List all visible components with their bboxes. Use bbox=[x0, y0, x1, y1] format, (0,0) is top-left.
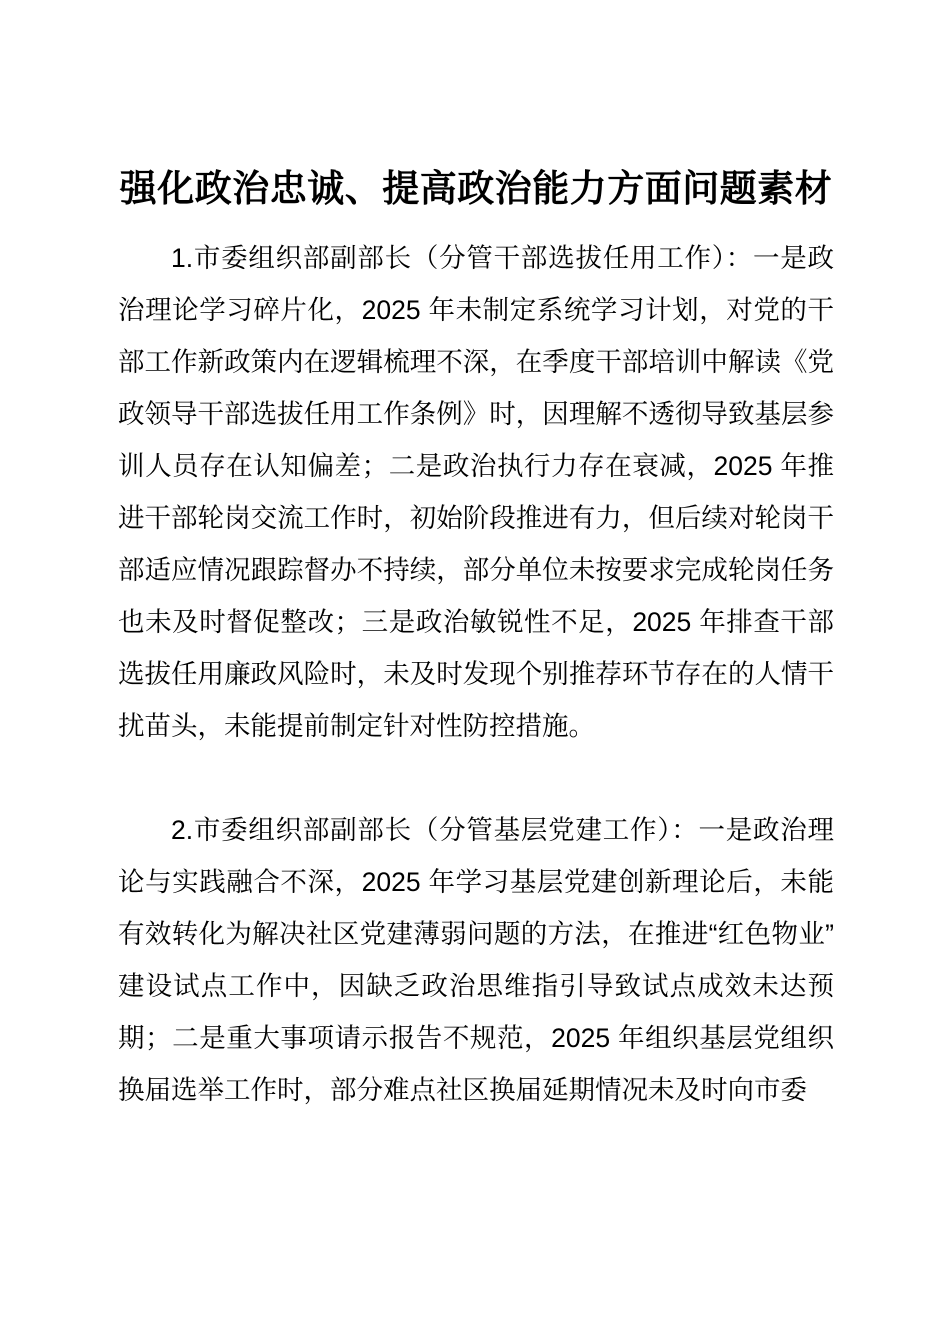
page-title-line-2: 素材 bbox=[757, 168, 833, 209]
page-title bbox=[118, 160, 834, 218]
paragraph-2: 2.市委组织部副部长（分管基层党建工作）：一是政治理论与实践融合不深，2025 年学习基层党建创新理论后，未能有效转化为解决社区党建薄弱问题的方法，在推进“红色物业”建设试点工作中，因缺乏政治思维指引导致试点成效未达预期；二是重大事项请示报告不规范，2025 年组织基层党组织换届选举工作时，部分难点社区换届延期情况未及时向市委 bbox=[118, 815, 834, 1105]
document-body bbox=[118, 160, 834, 1116]
page-title-line-1: 强化政治忠诚、提高政治能力方面问题 bbox=[119, 168, 758, 209]
paragraph-1: 1.市委组织部副部长（分管干部选拔任用工作）：一是政治理论学习碎片化，2025 年未制定系统学习计划，对党的干部工作新政策内在逻辑梳理不深，在季度干部培训中解读《党政领导干部选拔任用工作条例》时，因理解不透彻导致基层参训人员存在认知偏差；二是政治执行力存在衰减，2025 年推进干部轮岗交流工作时，初始阶段推进有力，但后续对轮岗干部适应情况跟踪督办不持续，部分单位未按要求完成轮岗任务也未及时督促整改；三是政治敏锐性不足，2025 年排查干部选拔任用廉政风险时，未及时发现个别推荐环节存在的人情干扰苗头，未能提前制定针对性防控措施。 bbox=[118, 243, 834, 741]
